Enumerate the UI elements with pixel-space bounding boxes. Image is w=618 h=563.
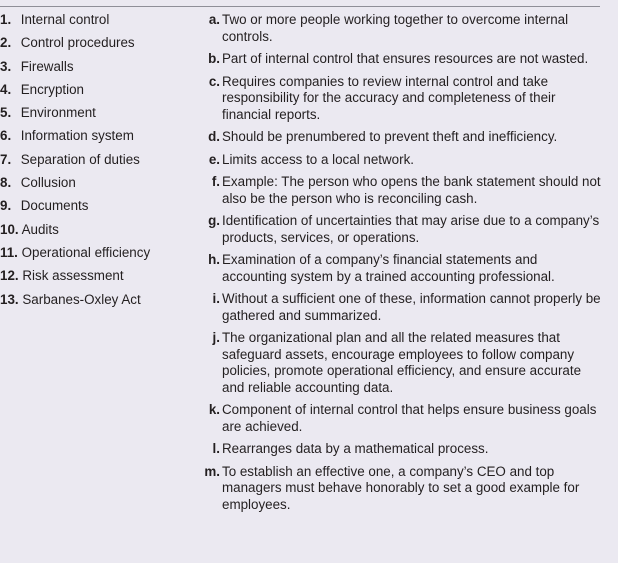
definition-letter: c. [208,73,220,89]
definition-letter: b. [208,51,220,66]
term-item [0,222,195,245]
top-divider [0,6,600,7]
definition-letter: m. [204,463,220,479]
term-item [0,105,195,128]
definition-text: Part of internal control that ensures resources are not wasted. [222,51,589,66]
term-text: Separation of duties [20,151,140,167]
definition-item [197,252,602,285]
term-number: 9. [0,198,12,214]
definition-item [197,464,602,514]
term-number: 5. [0,105,12,121]
definition-text: Limits access to a local network. [222,151,415,167]
definition-text: Example: The person who opens the bank statement should not also be the person who is reconciling cash. [222,174,601,206]
definition-text: Two or more people working together to overcome internal controls. [222,12,569,44]
definition-text: Rearranges data by a mathematical process. [222,441,489,456]
term-item [0,59,195,82]
definition-letter: d. [208,129,220,144]
term-number: 1. [0,12,12,27]
term-item [0,245,195,268]
term-number: 11. [0,244,18,260]
term-number: 10. [0,221,19,237]
definition-text: Identification of uncertainties that may arise due to a company’s products, services, or operations. [222,213,600,245]
term-number: 6. [0,128,12,144]
definition-letter: g. [208,213,220,228]
definition-text: The organizational plan and all the related measures that safeguard assets, encourage employees to follow company policies, promote operational efficiency, and ensure accurate and reliable accounting data. [222,330,582,395]
definition-item [197,129,602,146]
term-number: 3. [0,58,12,74]
term-number: 4. [0,81,12,97]
term-text: Risk assessment [22,268,124,284]
term-text: Collusion [20,175,76,191]
term-item [0,152,195,175]
definition-item [197,441,602,458]
definition-letter: k. [208,402,220,417]
term-item [0,175,195,198]
definition-item [197,74,602,124]
term-number: 2. [0,35,12,51]
definition-item [197,174,602,207]
term-number: 12. [0,268,19,284]
definition-text: Component of internal control that helps ensure business goals are achieved. [222,402,597,434]
definition-item [197,152,602,169]
term-text: Information system [20,128,134,144]
term-item [0,268,195,291]
terms-list [0,12,195,315]
definition-letter: h. [208,252,220,267]
definition-text: Requires companies to review internal control and take responsibility for the accuracy and completeness of their financial reports. [222,73,556,122]
definition-item [197,291,602,324]
definition-item [197,12,602,45]
term-item [0,82,195,105]
definition-letter: a. [208,12,220,27]
term-text: Encryption [20,81,84,97]
definition-text: Examination of a company’s financial statements and accounting system by a trained accounting professional. [222,252,555,284]
definition-item [197,213,602,246]
definition-text: Should be prenumbered to prevent theft and inefficiency. [222,129,558,144]
term-item [0,35,195,58]
definition-item [197,402,602,435]
term-item [0,128,195,151]
term-text: Operational efficiency [21,244,151,260]
definitions-list [197,12,602,519]
definition-letter: l. [212,441,220,456]
term-text: Documents [20,198,89,214]
definition-text: Without a sufficient one of these, information cannot properly be gathered and summarized. [222,291,601,323]
definition-letter: e. [208,151,220,167]
term-text: Internal control [20,12,110,27]
term-text: Control procedures [20,35,135,51]
term-text: Sarbanes-Oxley Act [22,291,141,307]
definition-letter: i. [212,291,220,306]
term-text: Audits [21,221,59,237]
term-item [0,198,195,221]
term-number: 7. [0,151,12,167]
term-item [0,12,195,35]
term-item [0,292,195,315]
term-text: Firewalls [20,58,74,74]
definition-item [197,330,602,396]
definition-text: To establish an effective one, a company’s CEO and top managers must behave honorably to set a good example for employees. [222,463,580,512]
term-number: 8. [0,175,12,191]
term-number: 13. [0,291,19,307]
definition-letter: j. [212,330,220,345]
definition-item [197,51,602,68]
definition-letter: f. [211,174,220,189]
term-text: Environment [20,105,96,121]
